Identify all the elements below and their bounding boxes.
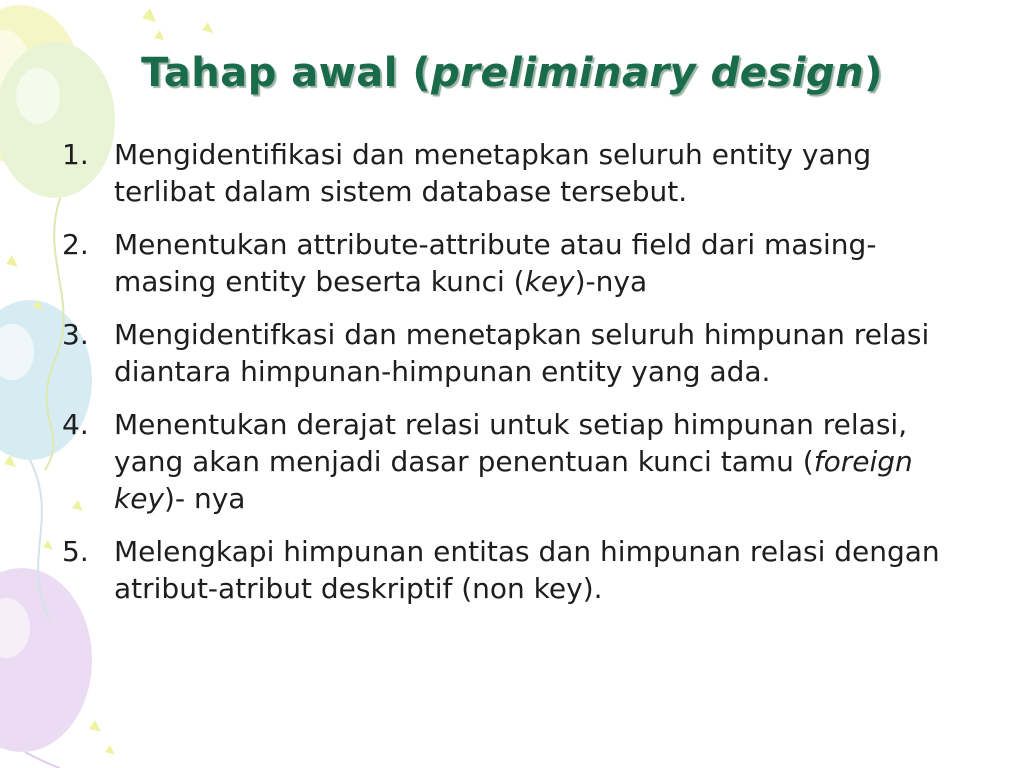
title-prefix: Tahap awal ( [141, 50, 432, 96]
item-text: Mengidentifikasi dan menetapkan seluruh entity yang terlibat dalam sistem database tersebut. [114, 138, 872, 208]
list-item [62, 226, 962, 300]
item-number: 3. [62, 318, 89, 351]
item-text: Melengkapi himpunan entitas dan himpunan relasi dengan atribut-atribut deskriptif (non key). [114, 535, 940, 605]
item-italic: key [524, 265, 575, 298]
list-item [62, 533, 962, 607]
item-number: 5. [62, 535, 89, 568]
title-suffix: ) [864, 50, 883, 96]
item-text: Mengidentifkasi dan menetapkan seluruh himpunan relasi diantara himpunan-himpunan entity yang ada. [114, 318, 930, 388]
item-number: 2. [62, 228, 89, 261]
item-italic: foreign key [114, 445, 913, 515]
item-number: 1. [62, 138, 89, 171]
slide-title [0, 50, 1024, 96]
step-list [62, 136, 962, 623]
item-number: 4. [62, 408, 89, 441]
list-item [62, 136, 962, 210]
item-text: Menentukan attribute-attribute atau field dari masing-masing entity beserta kunci (key)-nya [114, 228, 877, 298]
title-italic: preliminary design [431, 50, 865, 96]
list-item [62, 406, 962, 517]
list-item [62, 316, 962, 390]
item-text: Menentukan derajat relasi untuk setiap himpunan relasi, yang akan menjadi dasar penentuan kunci tamu (foreign key)- nya [114, 408, 913, 515]
